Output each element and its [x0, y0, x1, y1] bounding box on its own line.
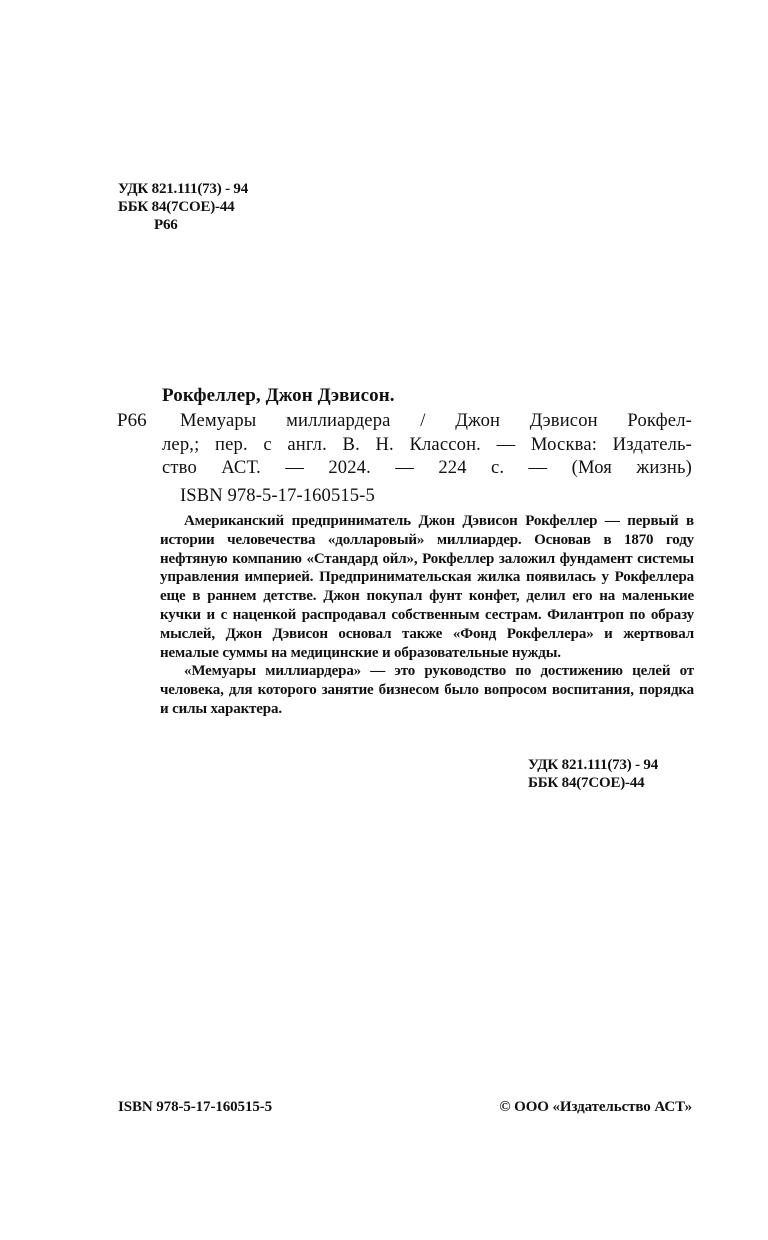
description-line: лер,; пер. с англ. В. Н. Классон. — Москва: Издатель- — [162, 433, 692, 455]
description-line: Мемуары миллиардера / Джон Дэвисон Рокфел- — [180, 410, 692, 431]
bottom-classification — [528, 756, 658, 792]
bibliographic-description — [162, 409, 692, 480]
author-heading: Рокфеллер, Джон Дэвисон. — [162, 385, 395, 406]
top-classification — [118, 180, 248, 234]
card-author-sign: Р66 — [117, 410, 147, 431]
annotation — [160, 512, 694, 719]
annotation-paragraph: Американский предприниматель Джон Дэвисон Рокфеллер — первый в истории человечества «долларовый» миллиардер. Основав в 1870 году нефтяную компанию «Стандард ойл», Рокфеллер заложил фундамент системы управления империей. Предпринимательская жилка появилась у Рокфеллера еще в раннем детстве. Джон покупал фунт конфет, делил его на маленькие кучки и с наценкой распродавал собственным сестрам. Филантроп по образу мыслей, Джон Дэвисон основал также «Фонд Рокфеллера» и жертвовал немалые суммы на медицинские и образовательные нужды. — [160, 513, 694, 661]
annotation-paragraph: «Мемуары миллиардера» — это руководство по достижению целей от человека, для которого занятие бизнесом было вопросом воспитания, порядка и силы характера. — [160, 663, 694, 717]
udk-code: УДК 821.111(73) - 94 — [118, 181, 249, 197]
bbk-code: ББК 84(7СОЕ)-44 — [118, 199, 235, 215]
description-line: ство АСТ. — 2024. — 224 с. — (Моя жизнь) — [162, 457, 692, 478]
author-sign: Р66 — [154, 217, 178, 233]
footer-isbn: ISBN 978-5-17-160515-5 — [118, 1099, 273, 1115]
udk-code: УДК 821.111(73) - 94 — [528, 757, 659, 773]
copyright: © ООО «Издательство АСТ» — [499, 1099, 692, 1115]
card-isbn: ISBN 978-5-17-160515-5 — [180, 485, 375, 506]
bbk-code: ББК 84(7СОЕ)-44 — [528, 775, 645, 791]
